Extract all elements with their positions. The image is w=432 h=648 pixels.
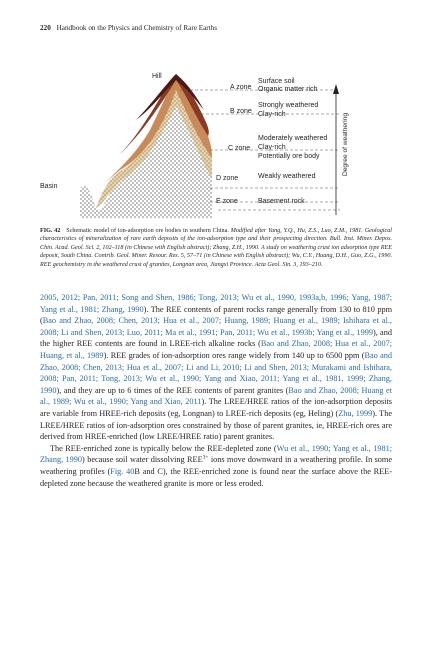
body-text: [40, 292, 392, 489]
label-hill: Hill: [152, 73, 162, 80]
body-text-run: ). The LREE/HREE ratios of ion-adsorption ores constrained by those of parent granites, ie, HREE-rich ores are derived from HREE-enriched (low LREE/HREE ratio) parent granites.: [40, 408, 392, 442]
label-b-zone: B zone: [230, 108, 252, 115]
weathering-profile-diagram: [40, 70, 392, 220]
page-number: 220: [40, 24, 51, 32]
label-e-zone: E zone: [216, 198, 238, 205]
arrow-up-icon: [333, 84, 339, 94]
c-desc-3: Potentially ore body: [258, 153, 320, 160]
figure-caption: [40, 227, 392, 269]
d-desc: Weakly weathered: [258, 173, 316, 180]
c-desc-2: Clay-rich: [258, 144, 286, 151]
a-desc-1: Surface soil: [258, 78, 295, 85]
body-text-run: ), and they are up to 6 times of the REE contents of parent granites (: [56, 385, 289, 395]
citation-link[interactable]: Zhu, 1999: [338, 408, 373, 418]
label-a-zone: A zone: [230, 84, 252, 91]
body-text-run: ). The REE contents of parent rocks range generally from 130 to 810 ppm (: [40, 304, 392, 326]
paragraph-1: [40, 292, 392, 443]
citation-link[interactable]: Bao and Zhao, 2008; Chen, 2013; Hua et al., 2007; Li and Li, 2010; Li and Shen, 2013; Murakami and Ishihara, 2008; Pan, 2011; Tong, 2013; Wu et al., 1990; Yang and Xiao, 2011; Yang et al., 1981, 1999; Zhang, 1990: [40, 350, 393, 395]
b-desc-2: Clay-rich: [258, 111, 286, 118]
citation-link[interactable]: Wu et al., 1990; Yang et al., 1981; Zhang, 1990: [40, 443, 393, 465]
citation-link[interactable]: Bao and Zhao, 2008; Hua et al., 2007; Huang, et al., 1989: [40, 339, 393, 360]
a-desc-2: Organic matter rich: [258, 86, 318, 93]
citation-link[interactable]: Bao and Zhao, 2008; Huang et al., 1989; Wu et al., 1990; Yang and Xiao, 2011: [40, 385, 392, 407]
running-title: Handbook on the Physics and Chemistry of Rare Earths: [56, 24, 218, 32]
e-desc: Basement rock: [258, 198, 305, 205]
c-desc-1: Moderately weathered: [258, 135, 328, 142]
superscript: 3+: [202, 454, 209, 461]
caption-source: Modified after Yang, Y.Q., Hu, Z.S., Luo, Z.M., 1981. Geological characteristics of mineralization of rare earth deposits of the ion-adsorption type and their prospecting direction. Bull. Inst. Miner. Depos. Chin. Acad. Geol. Sci. 2, 102–118 (in Chinese with English abstract); Zhang, Z.H., 1990. A study on weathering crust ion adsorption type REE deposit, South China. Contrib. Geol. Miner. Resour. Res. 5, 57–71 (in Chinese with English abstract); Wu, C.Y., Huang, D.H., Guo, Z.G., 1990. REE geochemistry in the weathered crust of granites, Longnan area, Jiangxi Province. Acta Geol. Sin. 3, 193–210.: [40, 228, 392, 268]
body-text-run: ions move downward in a weathering profile. In some weathering profiles (: [40, 455, 393, 476]
label-basin: Basin: [40, 183, 58, 190]
label-d-zone: D zone: [216, 175, 239, 182]
body-text-run: ) because soil water dissolving REE: [82, 455, 203, 465]
b-desc-1: Strongly weathered: [258, 102, 319, 109]
citation-link[interactable]: 2005, 2012; Pan, 2011; Song and Shen, 1986; Tong, 2013; Wu et al., 1990, 1993a,b, 1996; Yang, 1987; Yang et al., 1981; Zhang, 1990: [40, 293, 392, 314]
body-text-run: The REE-enriched zone is typically below the REE-depleted zone (: [50, 443, 277, 453]
body-text-run: B and C), the REE-enriched zone is found near the surface above the REE-depleted zone because the weathered granite is more or less eroded.: [40, 466, 392, 488]
body-text-run: ), and the higher REE contents are found in LREE-rich alkaline rocks (: [40, 327, 392, 349]
body-text-run: ). The LREE/HREE ratios of the ion-adsorption deposits are variable from HREE-rich deposits (eg, Longnan) to LREE-rich deposits (eg, Heling) (: [40, 397, 392, 418]
citation-link[interactable]: Bao and Zhao, 2008; Chen, 2013; Hua et al., 2007; Huang, 1989; Huang et al., 1989; Ishihara et al., 2008; Li and Shen, 2013; Luo, 2011; Ma et al., 1991; Pan, 2011; Wu et al., 1993b; Yang et al., 1999: [40, 316, 392, 337]
axis-degree-of-weathering: Degree of weathering: [342, 112, 349, 176]
figure-42: [40, 70, 392, 220]
caption-label: FIG. 42: [40, 228, 61, 234]
body-text-run: ). REE grades of ion-adsorption ores range widely from 140 up to 6500 ppm (: [103, 350, 365, 360]
label-c-zone: C zone: [228, 145, 251, 152]
caption-text: Schematic model of ion-adsorption ore bodies in southern China.: [66, 228, 229, 234]
citation-link[interactable]: Fig. 40: [110, 466, 135, 476]
paragraph-2: [40, 443, 392, 489]
running-header: [40, 24, 217, 32]
